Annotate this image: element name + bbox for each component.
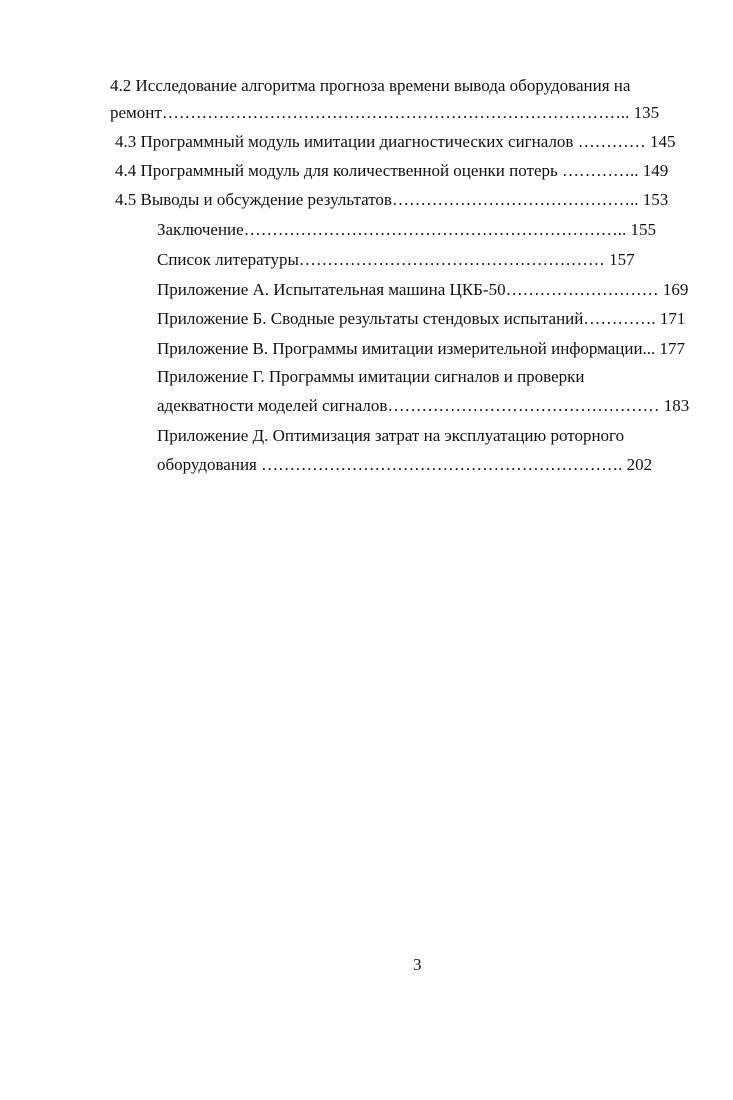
toc-entry-appendix-g-line-1: Приложение Г. Программы имитации сигналов и проверки bbox=[157, 367, 585, 386]
toc-entry-appendix-v: Приложение В. Программы имитации измерительной информации... 177 bbox=[157, 339, 686, 358]
toc-entry-references: Список литературы……………………………………………… 157 bbox=[157, 250, 635, 269]
toc-entry-appendix-d-line-1: Приложение Д. Оптимизация затрат на эксплуатацию роторного bbox=[157, 426, 625, 445]
toc-entry-4-2-line-1: 4.2 Исследование алгоритма прогноза времени вывода оборудования на bbox=[110, 76, 631, 95]
toc-entry-conclusion: Заключение………………………………………………………….. 155 bbox=[157, 220, 656, 239]
toc-entry-appendix-d-line-2: оборудования ………………………………………………………. 202 bbox=[157, 455, 653, 474]
page-number: 3 bbox=[413, 955, 422, 974]
toc-entry-appendix-b: Приложение Б. Сводные результаты стендовых испытаний…………. 171 bbox=[157, 309, 686, 328]
toc-entry-4-5: 4.5 Выводы и обсуждение результатов…………………………………….. 153 bbox=[115, 190, 669, 209]
toc-entry-appendix-a: Приложение А. Испытательная машина ЦКБ-50……………………… 169 bbox=[157, 280, 689, 299]
toc-entry-4-2-line-2: ремонт……………………………………………………………………….. 135 bbox=[110, 103, 660, 122]
toc-entry-4-3: 4.3 Программный модуль имитации диагностических сигналов ………… 145 bbox=[115, 132, 676, 151]
toc-entry-appendix-g-line-2: адекватности моделей сигналов………………………………………… 183 bbox=[157, 396, 690, 415]
toc-entry-4-4: 4.4 Программный модуль для количественной оценки потерь ………….. 149 bbox=[115, 161, 669, 180]
